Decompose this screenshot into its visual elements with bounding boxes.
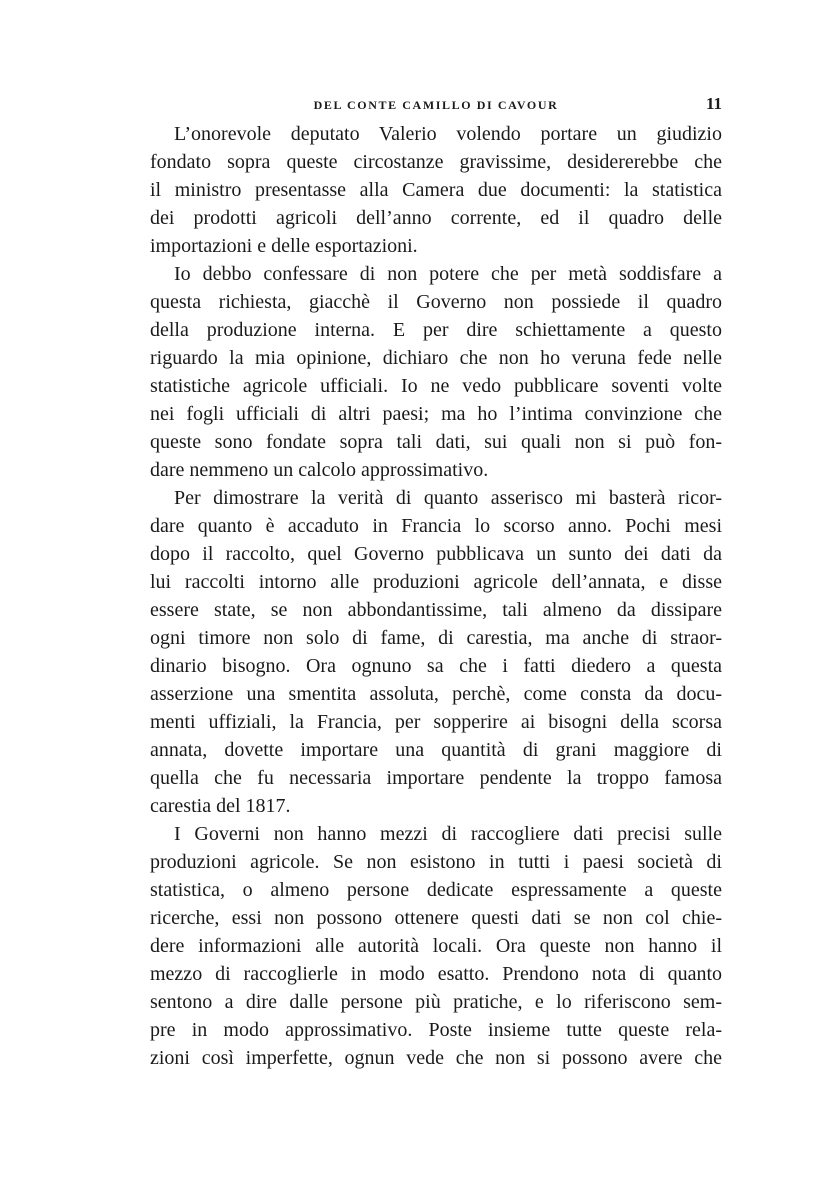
- text-line: dare quanto è accaduto in Francia lo scorso anno. Pochi mesi: [150, 515, 722, 537]
- text-line: dere informazioni alle autorità locali. Ora queste non hanno il: [150, 935, 722, 957]
- text-line: nei fogli ufficiali di altri paesi; ma ho l’intima convinzione che: [150, 403, 722, 425]
- text-line: questa richiesta, giacchè il Governo non possiede il quadro: [150, 291, 722, 313]
- text-line: riguardo la mia opinione, dichiaro che non ho veruna fede nelle: [150, 347, 722, 369]
- text-line: mezzo di raccoglierle in modo esatto. Prendono nota di quanto: [150, 963, 722, 985]
- text-line: I Governi non hanno mezzi di raccogliere dati precisi sulle: [174, 823, 722, 845]
- running-title: DEL CONTE CAMILLO DI CAVOUR: [313, 98, 559, 112]
- text-line: statistiche agricole ufficiali. Io ne vedo pubblicare soventi volte: [150, 375, 722, 397]
- paragraph: [150, 484, 722, 820]
- text-line: essere state, se non abbondantissime, tali almeno da dissipare: [150, 599, 722, 621]
- paragraph: [150, 820, 722, 1072]
- text-line: carestia del 1817.: [150, 795, 291, 817]
- text-line: dopo il raccolto, quel Governo pubblicava un sunto dei dati da: [150, 543, 722, 565]
- text-line: pre in modo approssimativo. Poste insieme tutte queste rela-: [150, 1019, 722, 1041]
- text-line: zioni così imperfette, ognun vede che non si possono avere che: [150, 1047, 722, 1069]
- text-line: menti uffiziali, la Francia, per sopperire ai bisogni della scorsa: [150, 711, 722, 733]
- running-head: [150, 96, 722, 116]
- text-line: dei prodotti agricoli dell’anno corrente, ed il quadro delle: [150, 207, 722, 229]
- text-line: asserzione una smentita assoluta, perchè, come consta da docu-: [150, 683, 722, 705]
- text-line: produzioni agricole. Se non esistono in tutti i paesi società di: [150, 851, 722, 873]
- text-line: dinario bisogno. Ora ognuno sa che i fatti diedero a questa: [150, 655, 722, 677]
- text-line: annata, dovette importare una quantità di grani maggiore di: [150, 739, 722, 761]
- text-line: fondato sopra queste circostanze gravissime, desidererebbe che: [150, 151, 722, 173]
- text-line: Io debbo confessare di non potere che per metà soddisfare a: [174, 263, 722, 285]
- text-line: importazioni e delle esportazioni.: [150, 235, 418, 257]
- text-line: ogni timore non solo di fame, di carestia, ma anche di straor-: [150, 627, 722, 649]
- text-line: statistica, o almeno persone dedicate espressamente a queste: [150, 879, 722, 901]
- text-line: Per dimostrare la verità di quanto asserisco mi basterà ricor-: [174, 487, 722, 509]
- text-line: lui raccolti intorno alle produzioni agricole dell’annata, e disse: [150, 571, 722, 593]
- text-line: il ministro presentasse alla Camera due documenti: la statistica: [150, 179, 722, 201]
- text-line: ricerche, essi non possono ottenere questi dati se non col chie-: [150, 907, 722, 929]
- text-line: L’onorevole deputato Valerio volendo portare un giudizio: [174, 123, 722, 145]
- body-text: [150, 120, 722, 1072]
- paragraph: [150, 260, 722, 484]
- text-line: della produzione interna. E per dire schiettamente a questo: [150, 319, 722, 341]
- text-line: sentono a dire dalle persone più pratiche, e lo riferiscono sem-: [150, 991, 722, 1013]
- text-line: dare nemmeno un calcolo approssimativo.: [150, 459, 489, 481]
- paragraph: [150, 120, 722, 260]
- text-line: quella che fu necessaria importare pendente la troppo famosa: [150, 767, 722, 789]
- text-line: queste sono fondate sopra tali dati, sui quali non si può fon-: [150, 431, 722, 453]
- page-number: 11: [705, 94, 722, 113]
